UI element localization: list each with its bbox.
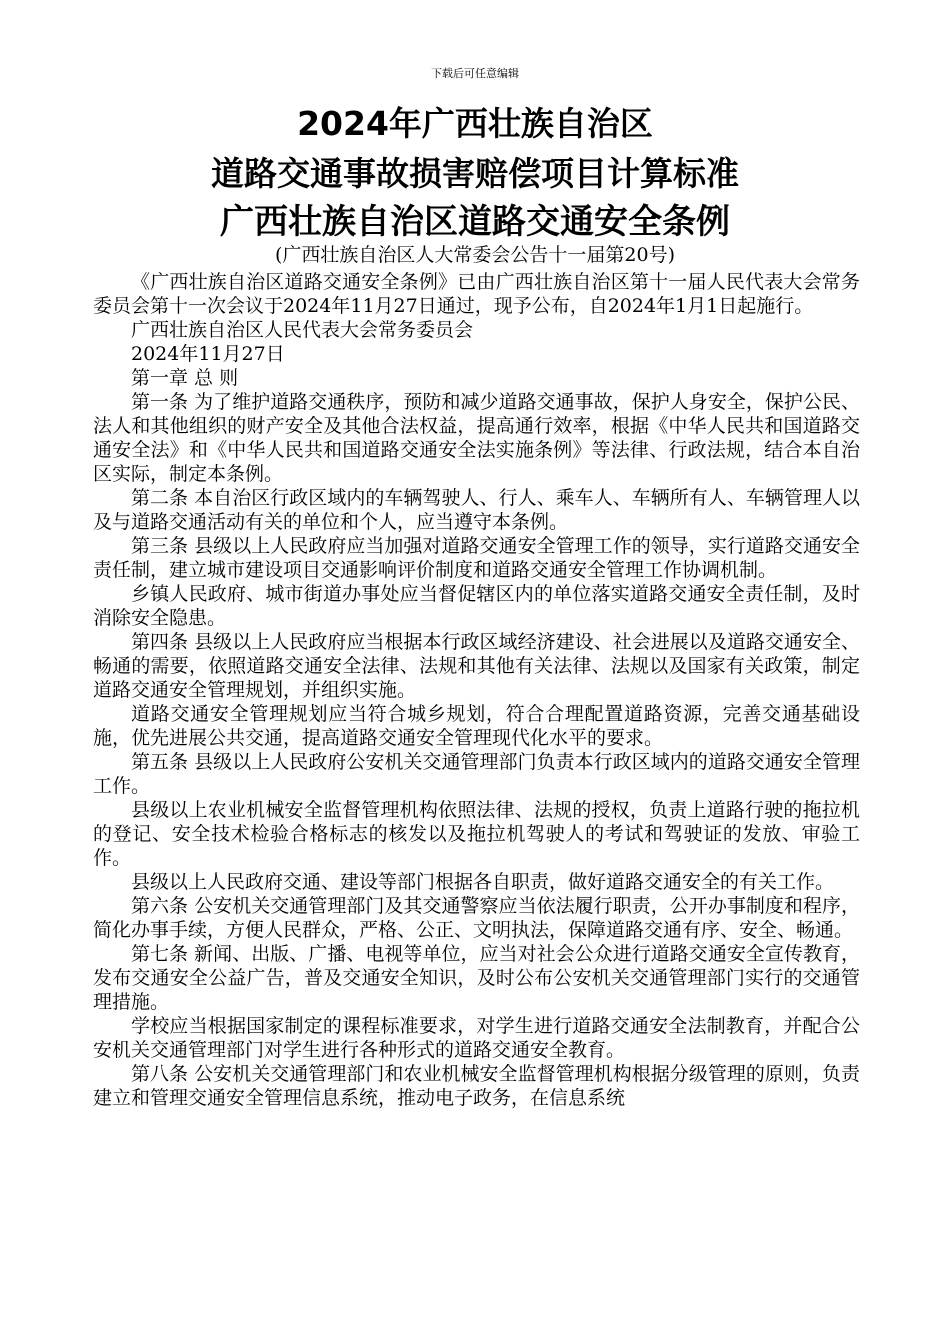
article-8: 第八条 公安机关交通管理部门和农业机械安全监督管理机构根据分级管理的原则，负责建立和管理交通安全管理信息系统，推动电子政务，在信息系统 xyxy=(93,1063,860,1109)
article-5: 第五条 县级以上人民政府公安机关交通管理部门负责本行政区域内的道路交通安全管理工作。 xyxy=(93,751,860,797)
article-4-clause-2: 道路交通安全管理规划应当符合城乡规划，符合合理配置道路资源，完善交通基础设施，优先进展公共交通，提高道路交通安全管理现代化水平的要求。 xyxy=(93,703,860,749)
document-body xyxy=(93,270,860,1110)
title-line-2: 道路交通事故损害赔偿项目计算标准 xyxy=(211,154,739,193)
chapter-heading: 第一章 总 则 xyxy=(131,367,239,389)
article-5-clause-3: 县级以上人民政府交通、建设等部门根据各自职责，做好道路交通安全的有关工作。 xyxy=(131,871,835,893)
article-3: 第三条 县级以上人民政府应当加强对道路交通安全管理工作的领导，实行道路交通安全责任制，建立城市建设项目交通影响评价制度和道路交通安全管理工作协调机制。 xyxy=(93,535,860,581)
paragraph-preamble: 《广西壮族自治区道路交通安全条例》已由广西壮族自治区第十一届人民代表大会常务委员会第十一次会议于2024年11月27日通过，现予公布，自2024年1月1日起施行。 xyxy=(93,271,860,317)
article-7: 第七条 新闻、出版、广播、电视等单位，应当对社会公众进行道路交通安全宣传教育，发布交通安全公益广告，普及交通安全知识，及时公布公安机关交通管理部门实行的交通管理措施。 xyxy=(93,943,860,1013)
article-2: 第二条 本自治区行政区域内的车辆驾驶人、行人、乘车人、车辆所有人、车辆管理人以及与道路交通活动有关的单位和个人，应当遵守本条例。 xyxy=(93,487,860,533)
article-4: 第四条 县级以上人民政府应当根据本行政区域经济建设、社会进展以及道路交通安全、畅通的需要，依照道路交通安全法律、法规和其他有关法律、法规以及国家有关政策，制定道路交通安全管理规划，并组织实施。 xyxy=(93,631,860,701)
announcement-subtitle: (广西壮族自治区人大常委会公告十一届第20号) xyxy=(274,244,675,266)
paragraph-date: 2024年11月27日 xyxy=(131,343,285,365)
article-6: 第六条 公安机关交通管理部门及其交通警察应当依法履行职责，公开办事制度和程序，简化办事手续，方便人民群众，严格、公正、文明执法，保障道路交通有序、安全、畅通。 xyxy=(93,895,860,941)
paragraph-issuer: 广西壮族自治区人民代表大会常务委员会 xyxy=(131,319,474,341)
title-line-3: 广西壮族自治区道路交通安全条例 xyxy=(220,202,730,242)
article-1: 第一条 为了维护道路交通秩序，预防和减少道路交通事故，保护人身安全，保护公民、法人和其他组织的财产安全及其他合法权益，提高通行效率，根据《中华人民共和国道路交通安全法》和《中华人民共和国道路交通安全法实施条例》等法律、行政法规，结合本自治区实际，制定本条例。 xyxy=(93,391,860,485)
article-7-clause-2: 学校应当根据国家制定的课程标准要求，对学生进行道路交通安全法制教育，并配合公安机关交通管理部门对学生进行各种形式的道路交通安全教育。 xyxy=(93,1015,860,1061)
title-line-1: 2024年广西壮族自治区 xyxy=(297,104,653,143)
article-3-clause-2: 乡镇人民政府、城市街道办事处应当督促辖区内的单位落实道路交通安全责任制，及时消除安全隐患。 xyxy=(93,583,860,629)
article-5-clause-2: 县级以上农业机械安全监督管理机构依照法律、法规的授权，负责上道路行驶的拖拉机的登记、安全技术检验合格标志的核发以及拖拉机驾驶人的考试和驾驶证的发放、审验工作。 xyxy=(93,799,860,869)
header-note: 下载后可任意编辑 xyxy=(431,67,519,80)
